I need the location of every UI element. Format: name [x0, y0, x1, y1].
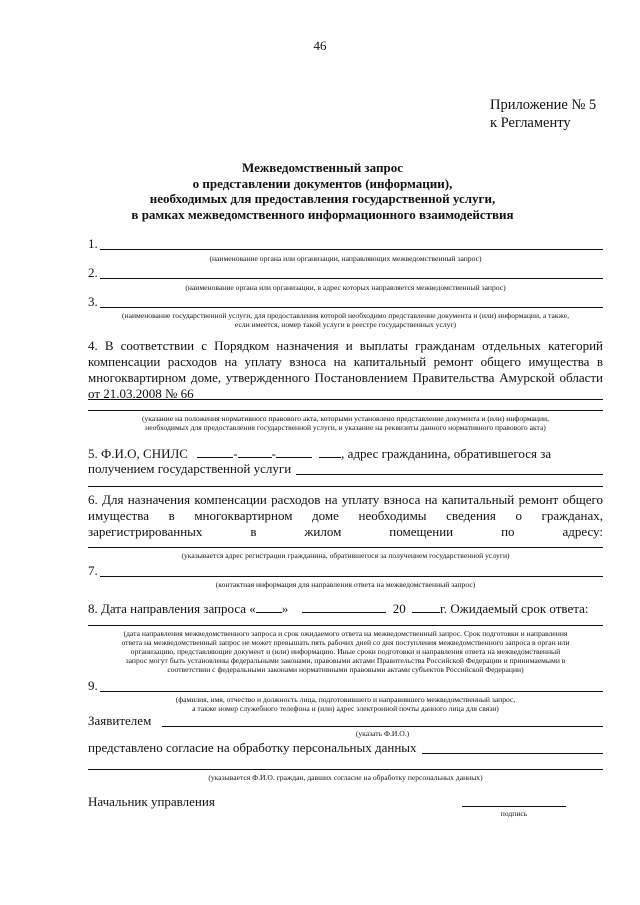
- item-5-address-label: , адрес гражданина, обратившегося за: [341, 446, 552, 461]
- item-5-line-2: получением государственной услуги: [88, 461, 292, 476]
- item-8-label: 8. Дата направления запроса «: [88, 601, 256, 616]
- item-8-caption-line-1: (дата направления межведомственного запроса и срок ожидаемого ответа на межведомственный запрос. Срок подготовки и направления: [123, 629, 568, 638]
- item-5-line-1: [88, 445, 603, 462]
- item-8-deadline-label: г. Ожидаемый срок ответа:: [440, 601, 589, 616]
- item-7-field[interactable]: [100, 576, 603, 577]
- applicant-field[interactable]: [162, 726, 603, 727]
- snils-part-1[interactable]: [197, 445, 233, 458]
- item-3-caption-line-1: (наименование государственной услуги, для предоставления которой необходимо представление документа и (или) информации, а также,: [122, 311, 569, 320]
- item-9-caption-line-1: (фамилия, имя, отчество и должность лица, подготовившего и направившего межведомственный запрос,: [175, 695, 516, 704]
- item-4-line-2: компенсации расходов на уплату взноса на капитальный ремонт общего имущества в: [88, 354, 603, 369]
- item-6-caption: (указывается адрес регистрации гражданина, обратившегося за получением государственной услуги): [181, 551, 510, 560]
- snils-part-2[interactable]: [238, 445, 272, 458]
- item-4-line-1: 4. В соответствии с Порядком назначения и выплаты гражданам отдельных категорий: [88, 338, 603, 353]
- consent-caption: (указывается Ф.И.О. граждан, давших согласие на обработку персональных данных): [208, 773, 483, 782]
- item-8-year-prefix: 20: [392, 601, 406, 616]
- request-month-field[interactable]: [302, 600, 386, 613]
- item-5-rule: [88, 486, 603, 487]
- item-8-caption-line-3: организацию, представляющие документ и (или) информацию. Иные сроки подготовки и направления ответа на межведомственный: [130, 647, 561, 656]
- item-1-number: 1.: [88, 236, 98, 251]
- item-9-number: 9.: [88, 678, 98, 693]
- applicant-label: Заявителем: [88, 713, 152, 728]
- item-4-caption-line-2: необходимых для предоставления государственной услуги, и указание на реквизиты данного нормативного правового акта): [145, 423, 546, 432]
- signature-caption: подпись: [500, 809, 528, 818]
- item-8-caption-line-2: ответа на межведомственный запрос не может превышать пять рабочих дней со дня поступления межведомственного запроса в орган или: [121, 638, 570, 647]
- head-of-department-label: Начальник управления: [88, 794, 215, 809]
- item-8-line: [88, 600, 588, 617]
- consent-persons-field[interactable]: [88, 769, 603, 770]
- item-3-field[interactable]: [100, 307, 603, 308]
- appendix-header: [490, 96, 596, 132]
- item-3-number: 3.: [88, 294, 98, 309]
- item-1-caption: (наименование органа или организации, направляющих межведомственный запрос): [209, 254, 482, 263]
- item-6-line-1: 6. Для назначения компенсации расходов на уплату взноса на капитальный ремонт общего: [88, 492, 603, 507]
- consent-field[interactable]: [422, 753, 603, 754]
- item-4-line-3: многоквартирном доме, утвержденного Постановлением Правительства Амурской области: [88, 370, 603, 385]
- request-year-field[interactable]: [412, 600, 440, 613]
- item-6-field[interactable]: [88, 547, 603, 548]
- item-4-caption-line-1: (указание на положения нормативного правового акта, которыми установлено представление документа и (или) информации,: [141, 414, 550, 423]
- item-1-field[interactable]: [100, 249, 603, 250]
- item-7-number: 7.: [88, 563, 98, 578]
- appendix-line-2: к Регламенту: [490, 115, 571, 131]
- appendix-line-1: Приложение № 5: [490, 97, 597, 113]
- request-day-field[interactable]: [256, 600, 282, 613]
- item-8-caption-line-5: соответствии с федеральными законами нормативными правовыми актами субъектов Российской Федерации): [167, 665, 524, 674]
- signature-field[interactable]: [462, 806, 566, 807]
- snils-dash-1: -: [233, 446, 238, 461]
- item-4-field[interactable]: [88, 410, 603, 411]
- item-8-field[interactable]: [88, 625, 603, 626]
- applicant-caption: (указать Ф.И.О.): [355, 729, 410, 738]
- item-5-label: 5. Ф.И.О, СНИЛС: [88, 446, 188, 461]
- title-line-1: Межведомственный запрос: [242, 160, 403, 175]
- title-line-2: о представлении документов (информации),: [192, 175, 453, 191]
- snils-dash-2: -: [271, 446, 276, 461]
- item-4-rule: [88, 399, 603, 400]
- item-6-line-2: имущества в многоквартирном доме необходимы сведения о гражданах,: [88, 508, 603, 523]
- item-6-line-3: зарегистрированных в жилом помещении по адресу:: [88, 524, 603, 539]
- item-2-number: 2.: [88, 265, 98, 280]
- page-number: 46: [313, 38, 327, 53]
- item-5-field[interactable]: [296, 474, 603, 475]
- title-line-4: в рамках межведомственного информационного взаимодействия: [131, 206, 514, 222]
- item-7-caption: (контактная информация для направления ответа на межведомственный запрос): [215, 580, 476, 589]
- document-title: [100, 160, 545, 222]
- item-2-field[interactable]: [100, 278, 603, 279]
- item-8-quote: »: [281, 601, 289, 616]
- snils-part-3[interactable]: [276, 445, 312, 458]
- consent-label: представлено согласие на обработку персональных данных: [88, 740, 417, 755]
- item-3-caption-line-2: если имеется, номер такой услуги в реестре государственных услуг): [234, 320, 457, 329]
- item-9-caption-line-2: а также номер служебного телефона и (или) адрес электронной почты данного лица для связи): [192, 704, 499, 713]
- title-line-3: необходимых для предоставления государственной услуги,: [149, 191, 496, 206]
- snils-part-4[interactable]: [319, 445, 341, 458]
- item-8-caption-line-4: запрос могут быть установлены федеральными законами, правовыми актами Правительства Российской Федерации и принимаемыми в: [125, 656, 566, 665]
- item-9-field[interactable]: [100, 691, 603, 692]
- item-4-line-4: от 21.03.2008 № 66: [88, 386, 194, 401]
- item-2-caption: (наименование органа или организации, в адрес которых направляется межведомственный запрос): [185, 283, 506, 292]
